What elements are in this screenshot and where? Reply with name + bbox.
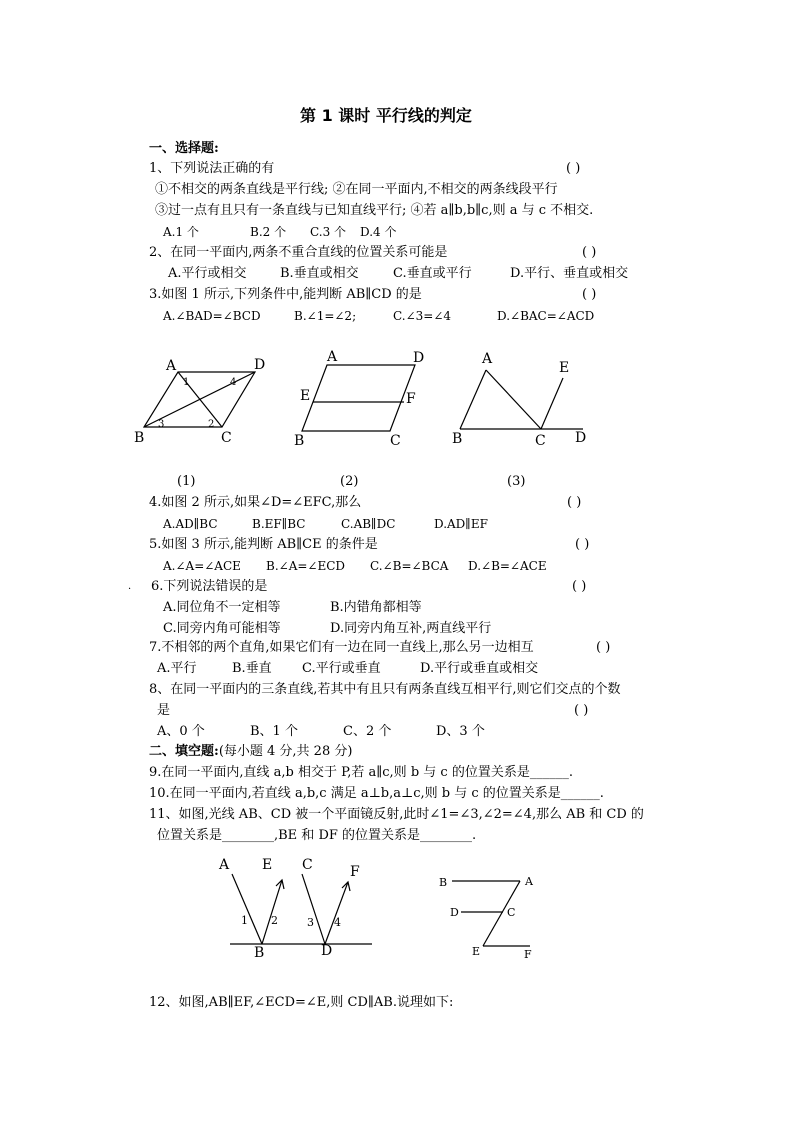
section-2-title: 二、填空题: [149, 744, 219, 759]
question-8-stem-continued: 是 [157, 703, 171, 718]
fig3-caption: (3) [507, 474, 526, 489]
fig5-label-e: E [472, 945, 481, 958]
question-2-stem: 2、在同一平面内,两条不重合直线的位置关系可能是 [149, 245, 448, 260]
fig2-outline [302, 365, 415, 431]
question-2-option-c: C.垂直或平行 [393, 266, 472, 281]
question-11-line-2: 位置关系是________,BE 和 DF 的位置关系是________. [157, 828, 477, 843]
fig4-label-f: F [350, 864, 360, 880]
margin-mark: · [128, 584, 132, 595]
question-1-option-d: D.4 个 [360, 225, 397, 239]
question-7-answer-bracket: ( ) [596, 640, 611, 655]
question-5-option-d: D.∠B=∠ACE [468, 559, 547, 573]
ray-ab [232, 874, 262, 944]
fig2-label-f: F [406, 391, 416, 407]
question-5-option-a: A.∠A=∠ACE [163, 559, 241, 573]
fig4-angle-2: 2 [271, 914, 278, 927]
question-8-option-c: C、2 个 [343, 724, 392, 739]
fig2-label-b: B [294, 433, 305, 449]
page-title: 第 1 课时 平行线的判定 [300, 106, 472, 125]
fig3-side-ab [460, 370, 486, 429]
question-4-option-d: D.AD∥EF [434, 517, 488, 531]
figure-z-shape [452, 881, 530, 946]
fig4-label-a: A [219, 857, 230, 873]
question-6-option-a: A.同位角不一定相等 [163, 600, 281, 615]
question-4-option-c: C.AB∥DC [341, 517, 396, 531]
fig1-angle-2: 2 [208, 419, 215, 430]
ray-cd [302, 874, 325, 944]
fig3-label-b: B [452, 431, 463, 447]
fig5-label-d: D [450, 906, 459, 919]
question-6-stem: 6.下列说法错误的是 [151, 579, 268, 594]
fig5-label-c: C [507, 906, 516, 919]
question-3-stem: 3.如图 1 所示,下列条件中,能判断 AB∥CD 的是 [149, 287, 422, 302]
fig3-label-d: D [575, 430, 587, 446]
fig1-label-b: B [134, 430, 145, 446]
fig3-label-e: E [559, 360, 570, 376]
fig5-label-a: A [525, 875, 533, 888]
question-12-stem: 12、如图,AB∥EF,∠ECD=∠E,则 CD∥AB.说理如下: [149, 995, 454, 1010]
question-1-option-b: B.2 个 [250, 225, 287, 239]
ray-be [262, 880, 282, 944]
question-7-stem: 7.不相邻的两个直角,如果它们有一边在同一直线上,那么另一边相互 [149, 640, 534, 655]
ray-df [325, 882, 348, 944]
fig4-label-d: D [321, 943, 333, 959]
question-7-option-b: B.垂直 [232, 661, 272, 676]
question-1-statement-1: ①不相交的两条直线是平行线; ②在同一平面内,不相交的两条线段平行 [155, 182, 558, 197]
fig2-caption: (2) [340, 474, 359, 489]
fig1-label-c: C [221, 430, 232, 446]
fig1-angle-3: 3 [158, 419, 165, 430]
question-4-option-a: A.AD∥BC [163, 517, 218, 531]
section-heading-fill-in [149, 744, 352, 760]
fig4-label-c: C [302, 857, 313, 873]
question-4-option-b: B.EF∥BC [252, 517, 306, 531]
question-10: 10.在同一平面内,若直线 a,b,c 满足 a⊥b,a⊥c,则 b 与 c 的位置关系是______. [149, 786, 604, 801]
fig3-ray-ce [541, 378, 563, 429]
question-7-option-a: A.平行 [157, 661, 197, 676]
fig3-label-a: A [482, 351, 493, 367]
question-5-option-b: B.∠A=∠ECD [266, 559, 346, 573]
question-1-stem: 1、下列说法正确的有 [149, 161, 275, 176]
question-2-option-b: B.垂直或相交 [280, 266, 359, 281]
fig3-label-c: C [535, 433, 546, 449]
question-8-option-b: B、1 个 [250, 724, 298, 739]
fig2-label-e: E [300, 388, 311, 404]
fig2-label-c: C [390, 433, 401, 449]
question-6-answer-bracket: ( ) [572, 579, 587, 594]
fig4-angle-4: 4 [334, 916, 341, 929]
question-1-statement-2: ③过一点有且只有一条直线与已知直线平行; ④若 a∥b,b∥c,则 a 与 c 不相交. [155, 203, 594, 218]
fig1-label-d: D [254, 357, 266, 373]
figure-3-triangle [460, 370, 583, 429]
question-3-option-a: A.∠BAD=∠BCD [163, 309, 261, 323]
fig2-label-d: D [413, 350, 425, 366]
question-7-option-c: C.平行或垂直 [302, 661, 381, 676]
question-8-option-d: D、3 个 [436, 724, 485, 739]
section-heading-choice: 一、选择题: [149, 141, 219, 156]
question-2-option-a: A.平行或相交 [168, 266, 247, 281]
question-3-option-d: D.∠BAC=∠ACD [497, 309, 595, 323]
question-5-option-c: C.∠B=∠BCA [370, 559, 449, 573]
figure-2-parallelogram [302, 365, 415, 431]
question-6-option-c: C.同旁内角可能相等 [163, 621, 281, 636]
question-1-answer-bracket: ( ) [566, 161, 581, 176]
question-8-answer-bracket: ( ) [574, 703, 589, 718]
figure-mirror-reflection [230, 874, 372, 944]
question-11-line-1: 11、如图,光线 AB、CD 被一个平面镜反射,此时∠1=∠3,∠2=∠4,那么 AB 和 CD 的 [149, 807, 644, 822]
question-8-option-a: A、0 个 [157, 724, 205, 739]
fig1-caption: (1) [177, 474, 196, 489]
question-3-option-c: C.∠3=∠4 [393, 309, 452, 323]
fig2-label-a: A [327, 349, 338, 365]
question-3-answer-bracket: ( ) [582, 287, 597, 302]
fig3-side-ac [486, 370, 541, 429]
question-4-answer-bracket: ( ) [567, 495, 582, 510]
question-7-option-d: D.平行或垂直或相交 [420, 661, 539, 676]
fig1-label-a: A [166, 358, 177, 374]
fig5-label-f: F [524, 948, 532, 961]
figures-1-3 [0, 345, 794, 495]
question-4-stem: 4.如图 2 所示,如果∠D=∠EFC,那么 [149, 495, 362, 510]
fig1-angle-4: 4 [230, 377, 237, 388]
question-2-option-d: D.平行、垂直或相交 [510, 266, 629, 281]
question-1-option-a: A.1 个 [163, 225, 199, 239]
fig5-label-b: B [439, 876, 448, 889]
fig4-label-b: B [254, 945, 265, 961]
question-5-stem: 5.如图 3 所示,能判断 AB∥CE 的条件是 [149, 537, 378, 552]
question-9: 9.在同一平面内,直线 a,b 相交于 P,若 a∥c,则 b 与 c 的位置关系是______. [149, 765, 573, 780]
question-1-option-c: C.3 个 [310, 225, 347, 239]
question-3-option-b: B.∠1=∠2; [294, 309, 357, 323]
question-6-option-b: B.内错角都相等 [330, 600, 422, 615]
question-2-answer-bracket: ( ) [582, 245, 597, 260]
fig4-angle-1: 1 [241, 914, 248, 927]
fig1-angle-1: 1 [183, 377, 190, 388]
question-5-answer-bracket: ( ) [575, 537, 590, 552]
question-6-option-d: D.同旁内角互补,两直线平行 [330, 621, 492, 636]
question-8-stem: 8、在同一平面内的三条直线,若其中有且只有两条直线互相平行,则它们交点的个数 [149, 682, 621, 697]
fig4-label-e: E [262, 857, 273, 873]
fig4-angle-3: 3 [307, 916, 314, 929]
section-2-note: (每小题 4 分,共 28 分) [218, 744, 353, 759]
figures-mirror-and-z [0, 852, 794, 972]
